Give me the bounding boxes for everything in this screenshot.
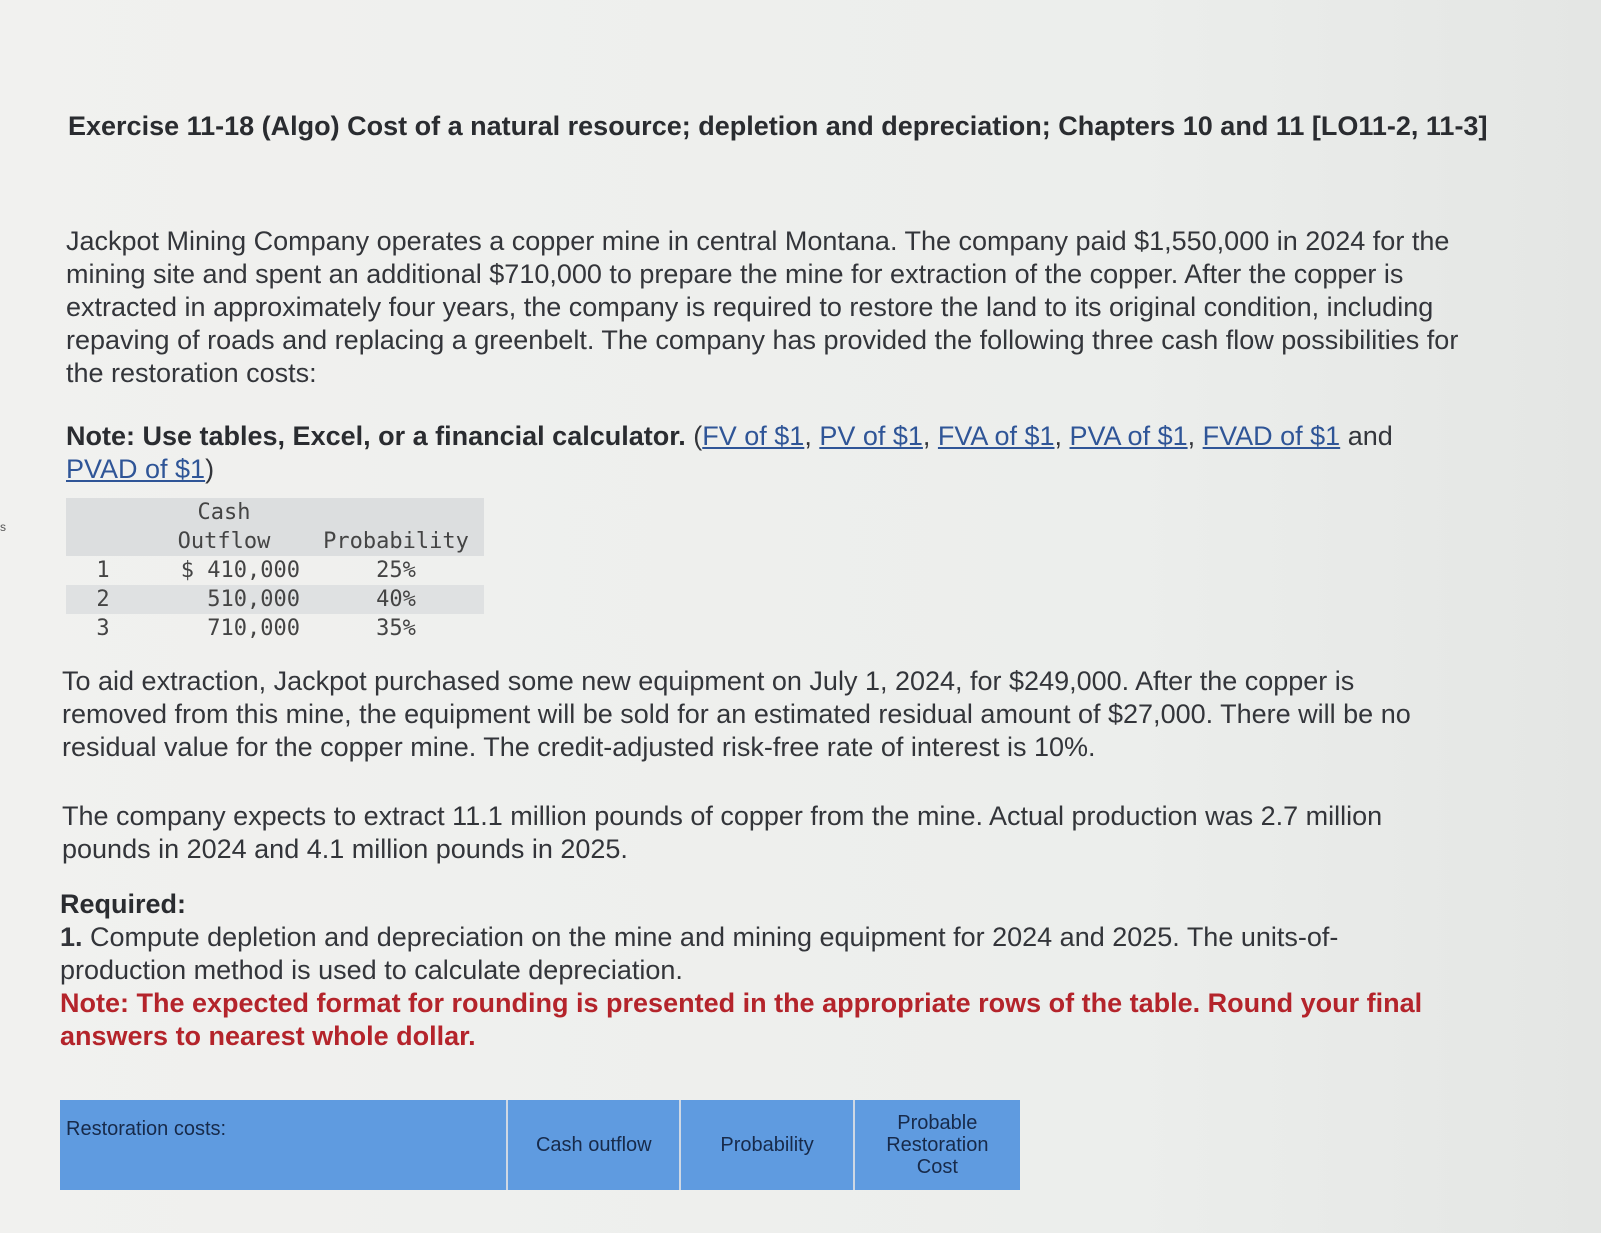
restoration-costs-header: Restoration costs: bbox=[60, 1100, 508, 1190]
header-line: Probable bbox=[897, 1112, 978, 1134]
probability-value: 40% bbox=[308, 585, 484, 614]
probability-value: 35% bbox=[376, 616, 416, 641]
link-separator: , bbox=[1187, 421, 1203, 451]
table-row bbox=[66, 585, 484, 614]
cash-outflow-header bbox=[140, 498, 308, 556]
note-label: Note: Use tables, Excel, or a financial calculator. bbox=[66, 421, 686, 451]
required-number: 1. bbox=[60, 922, 83, 952]
link-separator: , bbox=[804, 421, 820, 451]
link-fv-of-1[interactable]: FV of $1 bbox=[702, 421, 805, 451]
intro-paragraph: Jackpot Mining Company operates a copper mine in central Montana. The company paid $1,550,000 in 2024 for the mining site and spent an additional $710,000 to prepare the mine for extraction of the copper. After the copper is extracted in approximately four years, the company is required to restore the land to its original condition, including repaving of roads and replacing a greenbelt. The company has provided the following three cash flow possibilities for the restoration costs: bbox=[66, 226, 1459, 388]
link-fvad-of-1[interactable]: FVAD of $1 bbox=[1202, 421, 1341, 451]
cash-outflow-value: $ 410,000 bbox=[180, 558, 300, 583]
exercise-title: Exercise 11-18 (Algo) Cost of a natural resource; depletion and depreciation; Chapters 10 and 11 [LO11-2, 11-3] bbox=[68, 111, 1488, 141]
header-line: Restoration bbox=[886, 1134, 989, 1156]
cash-outflow-column-header: Cash outflow bbox=[508, 1100, 681, 1190]
link-and: and bbox=[1340, 421, 1393, 451]
required-section bbox=[60, 888, 1460, 1053]
link-pvad-of-1[interactable]: PVAD of $1 bbox=[66, 454, 206, 484]
rounding-note: Note: The expected format for rounding is presented in the appropriate rows of the table. Round your final answers to nearest whole dollar. bbox=[60, 988, 1423, 1051]
note-open-paren: ( bbox=[693, 421, 703, 451]
note-line bbox=[66, 420, 1466, 486]
equipment-paragraph: To aid extraction, Jackpot purchased some new equipment on July 1, 2024, for $249,000. After the copper is removed from this mine, the equipment will be sold for an estimated residual amount of $27,000. There will be no residual value for the copper mine. The credit-adjusted risk-free rate of interest is 10%. bbox=[62, 666, 1411, 762]
probability-header: Probability bbox=[308, 498, 484, 556]
row-index: 2 bbox=[66, 585, 140, 614]
required-heading: Required: bbox=[60, 889, 187, 919]
probability-value: 25% bbox=[376, 558, 416, 583]
probable-restoration-cost-header bbox=[855, 1100, 1020, 1190]
header-line: Cost bbox=[916, 1156, 958, 1178]
cash-outflow-value: 710,000 bbox=[207, 616, 300, 641]
link-separator: , bbox=[922, 421, 938, 451]
cash-flow-table bbox=[66, 498, 484, 643]
restoration-answer-table-header bbox=[60, 1100, 1020, 1190]
required-text: Compute depletion and depreciation on the mine and mining equipment for 2024 and 2025. The units-of-production method is used to calculate depreciation. bbox=[60, 922, 1339, 985]
cash-outflow-header-text: Cash Outflow bbox=[177, 500, 271, 554]
link-fva-of-1[interactable]: FVA of $1 bbox=[937, 421, 1055, 451]
row-index: 3 bbox=[96, 616, 110, 641]
table-row bbox=[66, 556, 484, 585]
row-index: 1 bbox=[96, 558, 110, 583]
probability-column-header: Probability bbox=[681, 1100, 854, 1190]
note-close-paren: ) bbox=[205, 454, 215, 484]
blank-header bbox=[66, 498, 140, 556]
cash-outflow-value: 510,000 bbox=[140, 585, 308, 614]
link-pva-of-1[interactable]: PVA of $1 bbox=[1069, 421, 1188, 451]
edge-mark: s bbox=[0, 520, 6, 534]
link-separator: , bbox=[1054, 421, 1070, 451]
link-pv-of-1[interactable]: PV of $1 bbox=[819, 421, 923, 451]
production-paragraph: The company expects to extract 11.1 million pounds of copper from the mine. Actual production was 2.7 million pounds in 2024 and 4.1 million pounds in 2025. bbox=[62, 801, 1383, 864]
table-row bbox=[66, 614, 484, 643]
